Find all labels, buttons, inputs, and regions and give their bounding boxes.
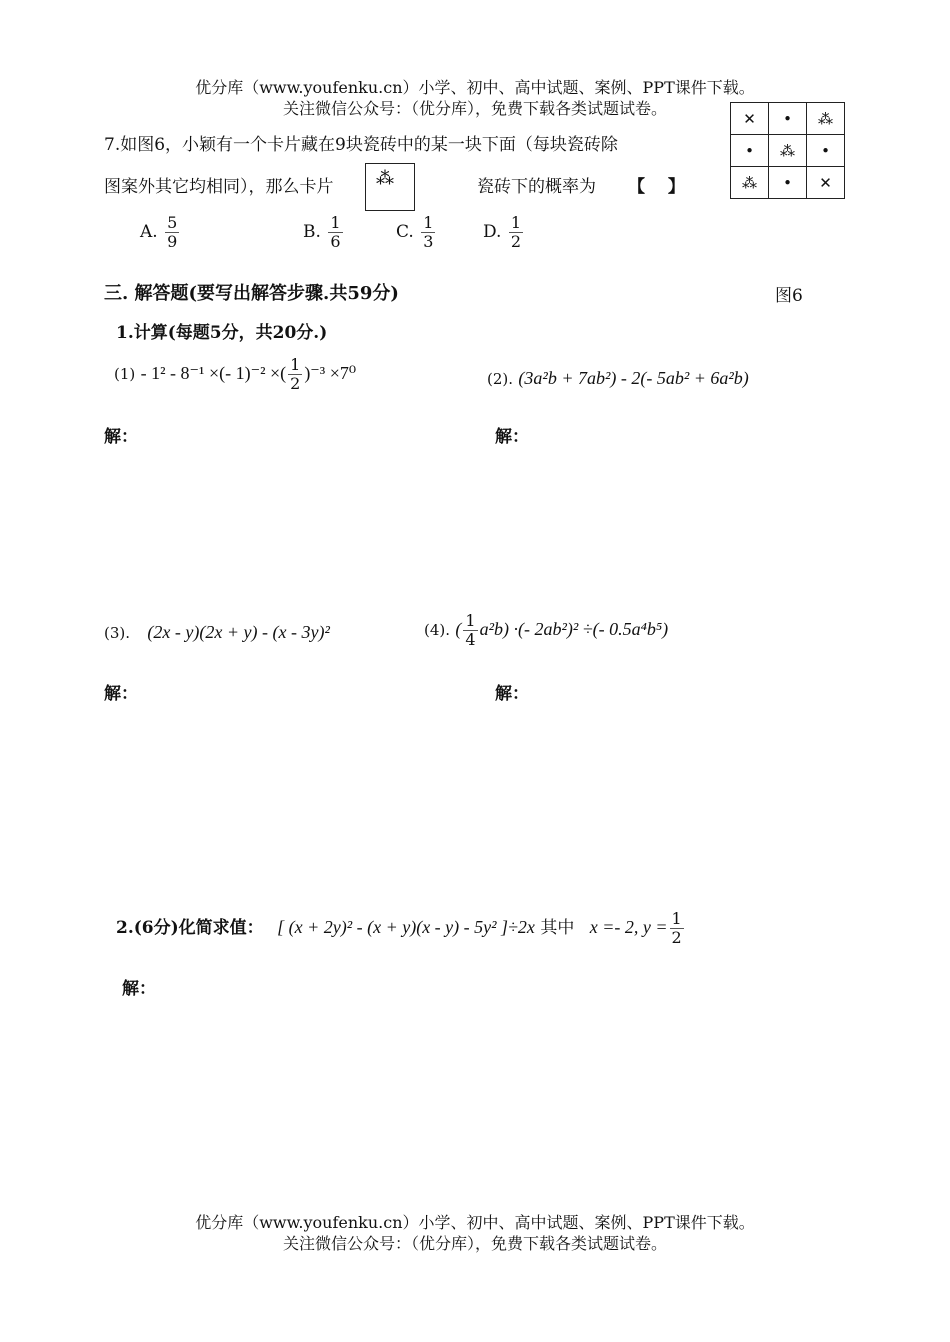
problem-4-label: (4). [424,621,451,639]
problem-1-den: 2 [290,374,301,393]
figure-caption: 图6 [775,286,803,306]
option-b [303,214,345,251]
header-line-2: 关注微信公众号：（优分库），免费下载各类试题试卷。 [282,99,667,118]
option-c-num: 1 [423,213,434,232]
option-d-den: 2 [510,232,522,251]
tile-star-icon: ⁂ [807,103,845,135]
footer-line-2: 关注微信公众号：（优分库），免费下载各类试题试卷。 [282,1234,667,1253]
tile-star-icon: ⁂ [769,135,807,167]
option-b-label: B. [303,222,321,242]
tile-dot-icon: • [807,135,845,167]
problem-4 [424,612,668,649]
q2-den: 2 [671,928,682,947]
q2-condition: x =- 2, y = [589,917,668,937]
option-a-label: A. [140,222,158,242]
card-box [365,163,415,211]
problem-3-expr: (2x - y)(2x + y) - (x - 3y)² [147,622,330,642]
answer-label-2: 解： [495,427,529,447]
option-c-label: C. [396,222,414,242]
q2 [116,910,686,947]
problem-4-den: 4 [465,630,476,649]
problem-1-num: 1 [290,355,301,374]
tile-grid [730,102,845,199]
card-star-icon: ⁂ [376,168,394,189]
problem-1-expr-b: )⁻³ ×7⁰ [304,363,357,383]
tile-dot-icon: • [769,103,807,135]
q2-title: 2.(6分)化简求值： [116,918,264,938]
problem-4-num: 1 [465,611,476,630]
option-c-fraction [421,214,435,251]
q2-num: 1 [671,909,682,928]
q2-expr: [ (x + 2y)² - (x + y)(x - y) - 5y² ]÷2x [277,917,535,937]
problem-2 [487,368,749,389]
problem-1 [114,356,356,393]
tile-flower-icon: ✕ [807,167,845,199]
problem-4-expr-b: a²b) ·(- 2ab²)² ÷(- 0.5a⁴b⁵) [479,619,669,639]
option-c [396,214,437,251]
q1-title: 1.计算(每题5分，共20分.) [116,323,328,343]
problem-2-expr: (3a²b + 7ab²) - 2(- 5ab² + 6a²b) [518,368,749,388]
q7-line-2b: 瓷砖下的概率为 [477,177,596,197]
section-3-title: 三. 解答题(要写出解答步骤.共59分) [104,283,399,304]
option-b-den: 6 [330,232,341,251]
problem-3-label: (3). [104,624,131,642]
problem-1-expr-a: - 1² - 8⁻¹ ×(- 1)⁻² ×( [140,363,287,383]
option-d-num: 1 [510,213,522,232]
tile-flower-icon: ✕ [731,103,769,135]
option-a-den: 9 [167,232,178,251]
tile-dot-icon: • [731,135,769,167]
q2-fraction [670,910,684,947]
tile-star-icon: ⁂ [731,167,769,199]
problem-1-label: (1) [114,365,136,383]
option-d [483,214,525,251]
option-a-num: 5 [167,213,178,232]
q7-line-1: 7.如图6，小颖有一个卡片藏在9块瓷砖中的某一块下面（每块瓷砖除 [104,135,618,155]
tile-dot-icon: • [769,167,807,199]
problem-4-expr-a: ( [455,619,462,639]
option-b-fraction [328,214,342,251]
header-line-1: 优分库（www.youfenku.cn）小学、初中、高中试题、案例、PPT课件下载。 [195,78,755,97]
option-b-num: 1 [330,213,341,232]
answer-label-1: 解： [104,427,138,447]
answer-label-3: 解： [104,684,138,704]
answer-label-4: 解： [495,684,529,704]
q7-line-2a: 图案外其它均相同），那么卡片 [104,177,334,197]
q2-given: 其中 [540,918,575,938]
problem-2-label: (2). [487,370,514,388]
option-d-fraction [509,214,523,251]
answer-bracket: 【 】 [628,177,685,197]
answer-label-5: 解： [122,979,156,999]
option-d-label: D. [483,222,502,242]
option-a [140,214,181,251]
problem-1-fraction [288,356,302,393]
problem-3 [104,622,330,643]
option-c-den: 3 [423,232,434,251]
footer-line-1: 优分库（www.youfenku.cn）小学、初中、高中试题、案例、PPT课件下载。 [195,1213,755,1232]
option-a-fraction [165,214,179,251]
problem-4-fraction [463,612,477,649]
